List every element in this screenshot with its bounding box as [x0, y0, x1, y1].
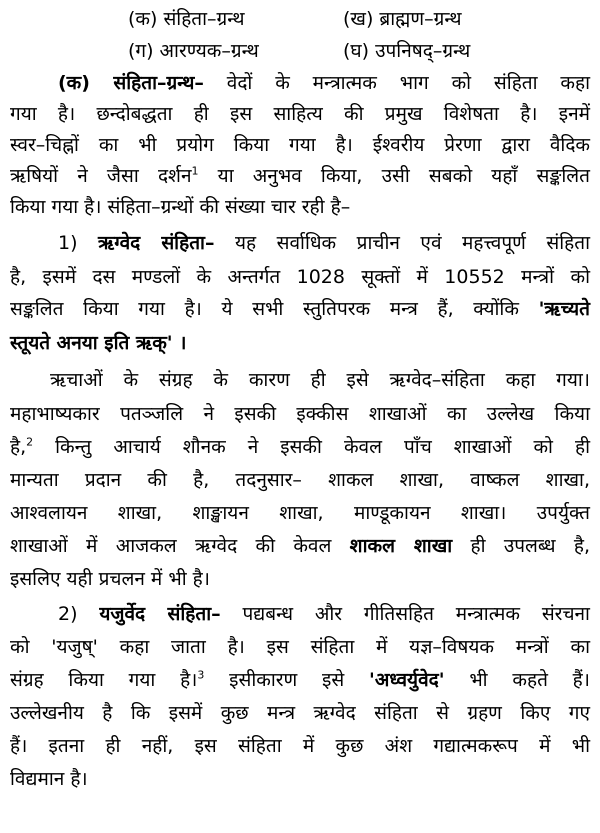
- text: वेदों के मन्त्रात्मक भाग को संहिता कहा: [226, 72, 590, 94]
- paragraph-line: गया है। छन्दोबद्धता ही इस साहित्य की प्रमुख विशेषता है। इनमें: [10, 103, 590, 125]
- text: किन्तु आचार्य शौनक ने इसकी केवल पाँच शाखाओं को ही: [33, 436, 590, 458]
- paragraph-line: आश्वलायन शाखा, शाङ्खायन शाखा, माण्डूकायन शाखा। उपर्युक्त: [10, 502, 590, 524]
- text: इसीकारण इसे: [204, 669, 345, 691]
- text: ऋषियों ने जैसा दर्शन: [10, 165, 192, 187]
- text: या अनुभव किया, उसी सबको यहाँ सङ्कलित: [198, 165, 590, 187]
- text: भी कहते हैं।: [469, 669, 590, 691]
- paragraph-line: [10, 601, 590, 627]
- footnote-marker: 1: [191, 164, 199, 178]
- quote-bold: स्तूयते अनया इति ऋक्' ।: [10, 332, 187, 354]
- paragraph-line: [10, 70, 590, 96]
- paragraph-line: हैं। इतना ही नहीं, इस संहिता में कुछ अंश गद्यात्मकरूप में भी: [10, 735, 590, 757]
- paragraph-line: को 'यजुष्' कहा जाता है। इस संहिता में यज्ञ–विषयक मन्त्रों का: [10, 636, 590, 658]
- section-heading: यजुर्वेद संहिता–: [99, 603, 221, 625]
- text: सङ्कलित किया गया है। ये सभी स्तुतिपरक मन्त्र हैं, क्योंकि: [10, 298, 519, 320]
- toc-item-kha: (ख) ब्राह्मण–ग्रन्थ: [343, 8, 462, 30]
- text: यह सर्वाधिक प्राचीन एवं महत्त्वपूर्ण संहिता: [234, 232, 591, 254]
- paragraph-line: है, इसमें दस मण्डलों के अन्तर्गत 1028 सूक्तों में 10552 मन्त्रों को: [10, 266, 590, 288]
- item-number: 2): [58, 603, 78, 625]
- paragraph-line: [10, 667, 590, 693]
- text: है,: [10, 436, 27, 458]
- section-heading: ऋग्वेद संहिता–: [98, 232, 215, 254]
- paragraph-line: [10, 163, 590, 189]
- text: ही उपलब्ध है,: [470, 535, 590, 557]
- paragraph-line: [10, 533, 590, 559]
- item-number: 1): [58, 232, 78, 254]
- paragraph-line: [10, 230, 590, 256]
- text: ऋचाओं के संग्रह के कारण ही इसे ऋग्वेद–संहिता कहा गया।: [50, 369, 590, 391]
- paragraph-line: स्वर–चिह्नों का भी प्रयोग किया गया है। ईश्वरीय प्रेरणा द्वारा वैदिक: [10, 134, 590, 156]
- paragraph-line: उल्लेखनीय है कि इसमें कुछ मन्त्र ऋग्वेद संहिता से ग्रहण किए गए: [10, 702, 590, 724]
- section-heading: (क) संहिता–ग्रन्थ–: [58, 72, 204, 94]
- paragraph-line: मान्यता प्रदान की है, तदनुसार– शाकल शाखा, वाष्कल शाखा,: [10, 469, 590, 491]
- toc-item-ga: (ग) आरण्यक–ग्रन्थ: [128, 40, 259, 62]
- bold-term: 'अध्वर्युवेद': [369, 669, 445, 691]
- paragraph-line: विद्यमान है।: [10, 768, 88, 790]
- bold-term: शाकल शाखा: [349, 535, 453, 557]
- paragraph-line: किया गया है। संहिता–ग्रन्थों की संख्या चार रही है–: [10, 196, 351, 218]
- text: शाखाओं में आजकल ऋग्वेद की केवल: [10, 535, 332, 557]
- text: पद्यबन्ध और गीतिसहित मन्त्रात्मक संरचना: [242, 603, 590, 625]
- footnote-marker: 3: [197, 668, 205, 682]
- paragraph-line: [10, 434, 590, 460]
- quote-bold: 'ऋच्यते: [538, 298, 590, 320]
- footnote-marker: 2: [26, 435, 34, 449]
- toc-item-gha: (घ) उपनिषद्–ग्रन्थ: [343, 40, 471, 62]
- paragraph-line: इसलिए यही प्रचलन में भी है।: [10, 568, 210, 590]
- paragraph-line: महाभाष्यकार पतञ्जलि ने इसकी इक्कीस शाखाओं का उल्लेख किया: [10, 403, 590, 425]
- paragraph-line: [10, 330, 590, 356]
- paragraph-line: [10, 296, 590, 322]
- toc-item-ka: (क) संहिता–ग्रन्थ: [128, 8, 245, 30]
- paragraph-line: [10, 367, 590, 393]
- text: संग्रह किया गया है।: [10, 669, 198, 691]
